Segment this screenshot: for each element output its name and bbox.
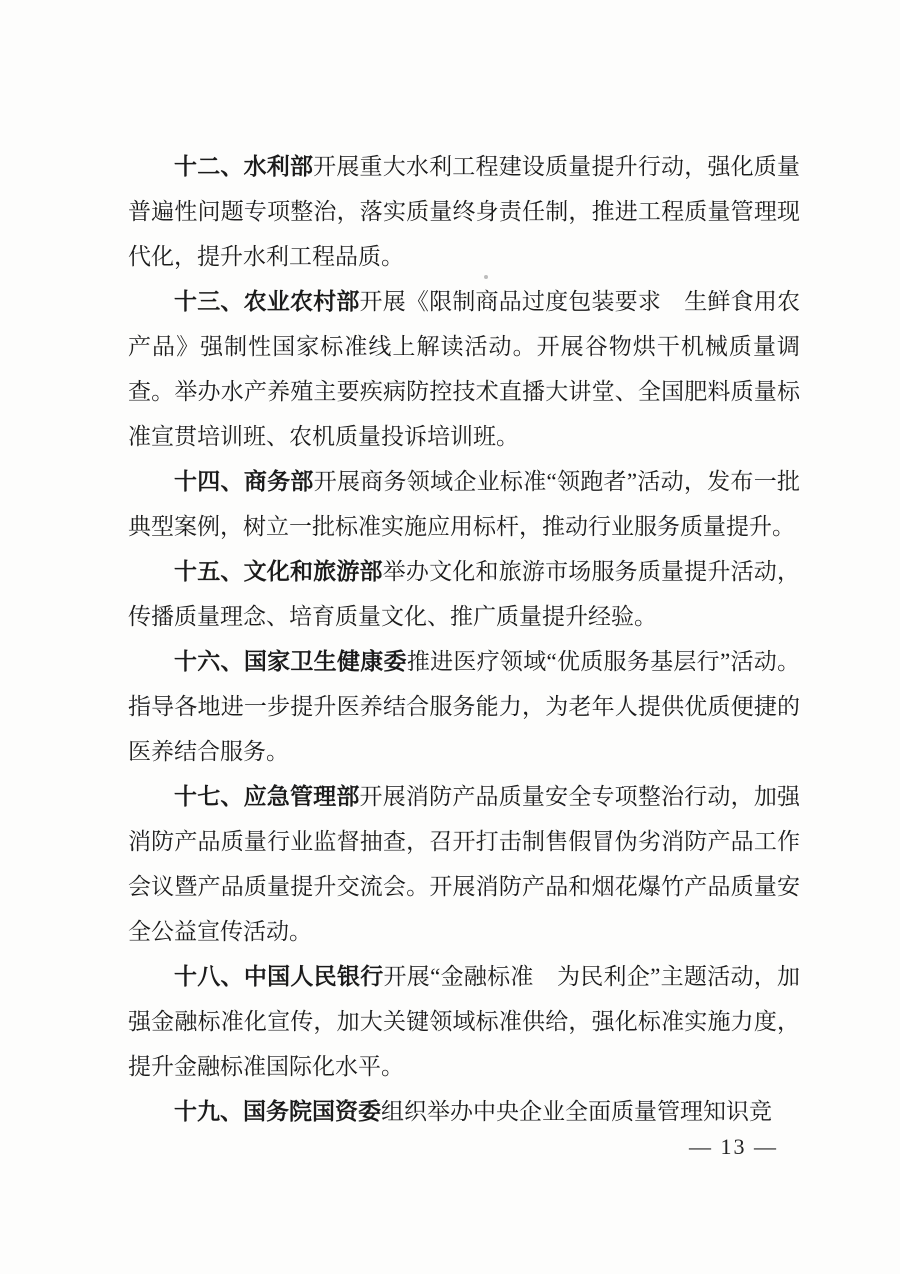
- page-number: — 13 —: [689, 1134, 778, 1159]
- paragraph-text: 开展《限制商品过度包装要求 生鲜食用农产品》强制性国家标准线上解读活动。开展谷物烘干机械质量调查。举办水产养殖主要疾病防控技术直播大讲堂、全国肥料质量标准宣贯培训班、农机质量投诉培训班。: [128, 289, 801, 449]
- paragraph-text: 开展消防产品质量安全专项整治行动，加强消防产品质量行业监督抽查，召开打击制售假冒伪劣消防产品工作会议暨产品质量提升交流会。开展消防产品和烟花爆竹产品质量安全公益宣传活动。: [128, 784, 801, 944]
- paragraph-text: 开展商务领域企业标准“领跑者”活动，发布一批典型案例，树立一批标准实施应用标杆，推动行业服务质量提升。: [128, 469, 800, 539]
- paragraph-item-18: [128, 954, 800, 1089]
- paragraph-item-13: [128, 279, 800, 459]
- paragraph-lead: 十六、国家卫生健康委: [174, 649, 407, 674]
- paragraph-lead: 十八、中国人民银行: [174, 964, 384, 989]
- paragraph-lead: 十三、农业农村部: [174, 289, 360, 314]
- paragraph-item-15: [128, 549, 800, 639]
- paragraph-text: 开展“金融标准 为民利企”主题活动，加强金融标准化宣传，加大关键领域标准供给，强化标准实施力度，提升金融标准国际化水平。: [128, 964, 801, 1079]
- paragraph-item-17: [128, 774, 800, 954]
- paragraph-lead: 十二、水利部: [174, 154, 314, 179]
- paragraph-text: 组织举办中央企业全面质量管理知识竞: [381, 1099, 772, 1124]
- paragraph-lead: 十四、商务部: [174, 469, 314, 494]
- paragraph-item-12: [128, 144, 800, 279]
- paragraph-lead: 十七、应急管理部: [174, 784, 360, 809]
- paragraph-item-14: [128, 459, 800, 549]
- paragraph-item-16: [128, 639, 800, 774]
- scan-artifact-dot: [484, 275, 488, 279]
- paragraph-text: 推进医疗领域“优质服务基层行”活动。指导各地进一步提升医养结合服务能力，为老年人提供优质便捷的医养结合服务。: [128, 649, 801, 764]
- paragraph-item-19: [128, 1089, 800, 1134]
- paragraph-text: 举办文化和旅游市场服务质量提升活动，传播质量理念、培育质量文化、推广质量提升经验。: [128, 559, 801, 629]
- paragraph-lead: 十九、国务院国资委: [174, 1099, 381, 1124]
- paragraph-text: 开展重大水利工程建设质量提升行动，强化质量普遍性问题专项整治，落实质量终身责任制，推进工程质量管理现代化，提升水利工程品质。: [128, 154, 801, 269]
- paragraph-lead: 十五、文化和旅游部: [174, 559, 383, 584]
- document-body: [128, 144, 800, 1134]
